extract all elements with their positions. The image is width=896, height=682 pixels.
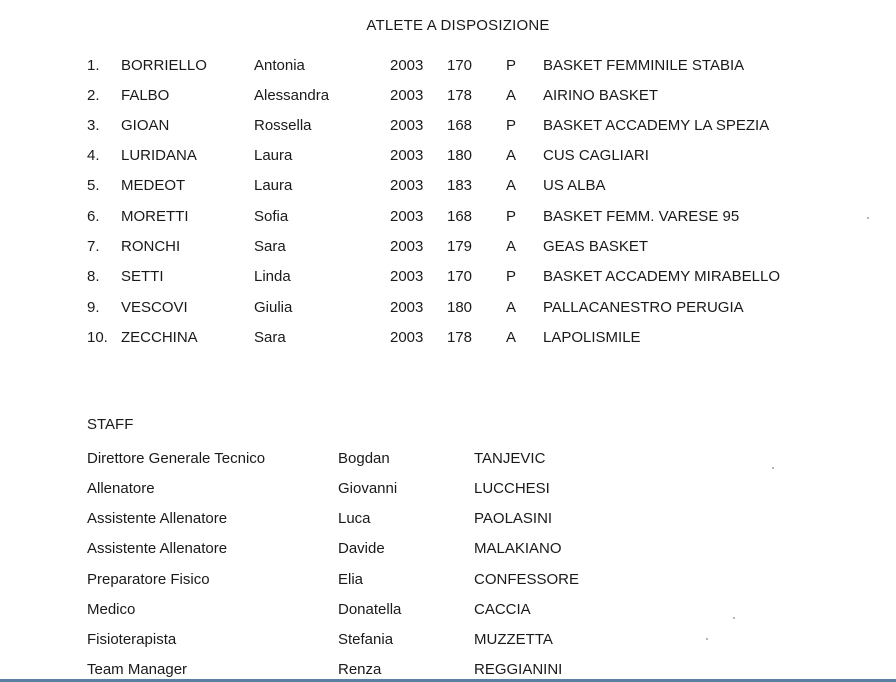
staff-first-name: Elia [338,571,364,588]
athlete-role: A [506,299,517,316]
athlete-year: 2003 [390,87,424,104]
athlete-number: 3. [87,117,100,134]
staff-row [0,509,896,529]
staff-row [0,630,896,650]
athlete-row [0,116,896,136]
athlete-height: 170 [447,268,473,285]
athlete-club: US ALBA [543,177,606,194]
staff-role: Preparatore Fisico [87,571,210,588]
athlete-row [0,237,896,257]
staff-last-name: CACCIA [474,601,531,618]
athlete-number: 4. [87,147,100,164]
athlete-role: A [506,147,517,164]
staff-role: Assistente Allenatore [87,540,228,557]
athlete-number: 9. [87,299,100,316]
athlete-club: BASKET ACCADEMY LA SPEZIA [543,117,770,134]
athlete-year: 2003 [390,117,424,134]
staff-first-name: Bogdan [338,450,390,467]
athlete-name: Sara [254,238,286,255]
athlete-name: Antonia [254,57,305,74]
athlete-name: Sofia [254,208,289,225]
staff-first-name: Davide [338,540,385,557]
athlete-role: P [506,117,517,134]
athlete-surname: GIOAN [121,117,170,134]
staff-first-name: Luca [338,510,371,527]
athlete-height: 178 [447,329,473,346]
athlete-height: 179 [447,238,473,255]
scan-speck [733,617,735,619]
athlete-name: Alessandra [254,87,330,104]
athlete-row [0,267,896,287]
athlete-surname: BORRIELLO [121,57,207,74]
athlete-club: BASKET ACCADEMY MIRABELLO [543,268,781,285]
staff-heading: STAFF [87,416,134,433]
staff-role: Fisioterapista [87,631,177,648]
athlete-name: Sara [254,329,286,346]
athlete-role: A [506,177,517,194]
athlete-role: P [506,208,517,225]
athlete-role: A [506,238,517,255]
staff-role: Allenatore [87,480,155,497]
athlete-height: 180 [447,147,473,164]
athlete-number: 8. [87,268,100,285]
athlete-name: Giulia [254,299,293,316]
athlete-row [0,298,896,318]
athlete-row [0,146,896,166]
staff-role: Direttore Generale Tecnico [87,450,266,467]
athlete-club: LAPOLISMILE [543,329,641,346]
staff-row [0,570,896,590]
staff-first-name: Donatella [338,601,402,618]
athlete-role: A [506,329,517,346]
athlete-year: 2003 [390,329,424,346]
staff-last-name: REGGIANINI [474,661,563,678]
staff-last-name: CONFESSORE [474,571,580,588]
athlete-club: GEAS BASKET [543,238,649,255]
staff-row [0,479,896,499]
athlete-row [0,86,896,106]
athlete-year: 2003 [390,268,424,285]
athlete-club: AIRINO BASKET [543,87,659,104]
athlete-height: 183 [447,177,473,194]
athlete-row [0,176,896,196]
athlete-club: BASKET FEMM. VARESE 95 [543,208,740,225]
scan-speck [772,467,774,469]
staff-last-name: LUCCHESI [474,480,550,497]
athlete-year: 2003 [390,147,424,164]
staff-row [0,449,896,469]
staff-last-name: MUZZETTA [474,631,553,648]
athlete-number: 5. [87,177,100,194]
athlete-role: P [506,57,517,74]
athlete-year: 2003 [390,177,424,194]
athlete-year: 2003 [390,238,424,255]
athlete-height: 180 [447,299,473,316]
athlete-year: 2003 [390,208,424,225]
athlete-surname: SETTI [121,268,164,285]
athlete-number: 10. [87,329,108,346]
athlete-surname: FALBO [121,87,170,104]
staff-role: Assistente Allenatore [87,510,228,527]
athlete-surname: MORETTI [121,208,189,225]
athlete-row [0,56,896,76]
athlete-number: 2. [87,87,100,104]
staff-role: Team Manager [87,661,188,678]
athlete-club: BASKET FEMMINILE STABIA [543,57,745,74]
staff-last-name: TANJEVIC [474,450,546,467]
staff-first-name: Giovanni [338,480,398,497]
athlete-surname: VESCOVI [121,299,188,316]
athlete-height: 168 [447,117,473,134]
staff-last-name: PAOLASINI [474,510,553,527]
staff-row [0,600,896,620]
athlete-surname: ZECCHINA [121,329,198,346]
athlete-surname: LURIDANA [121,147,197,164]
scan-speck [867,217,869,219]
athlete-name: Rossella [254,117,312,134]
athlete-name: Laura [254,177,293,194]
staff-first-name: Renza [338,661,382,678]
staff-first-name: Stefania [338,631,394,648]
page-title: ATLETE A DISPOSIZIONE [366,17,550,34]
athlete-surname: MEDEOT [121,177,186,194]
athlete-height: 170 [447,57,473,74]
athlete-row [0,328,896,348]
athlete-row [0,207,896,227]
athlete-role: P [506,268,517,285]
athlete-number: 7. [87,238,100,255]
athlete-role: A [506,87,517,104]
staff-row [0,539,896,559]
staff-role: Medico [87,601,136,618]
athlete-club: PALLACANESTRO PERUGIA [543,299,744,316]
athlete-club: CUS CAGLIARI [543,147,649,164]
athlete-year: 2003 [390,57,424,74]
athlete-height: 168 [447,208,473,225]
scan-speck [706,638,708,640]
athlete-year: 2003 [390,299,424,316]
athlete-number: 6. [87,208,100,225]
athlete-height: 178 [447,87,473,104]
athlete-surname: RONCHI [121,238,181,255]
athlete-name: Linda [254,268,291,285]
staff-row [0,660,896,680]
staff-last-name: MALAKIANO [474,540,562,557]
athlete-number: 1. [87,57,100,74]
athlete-name: Laura [254,147,293,164]
